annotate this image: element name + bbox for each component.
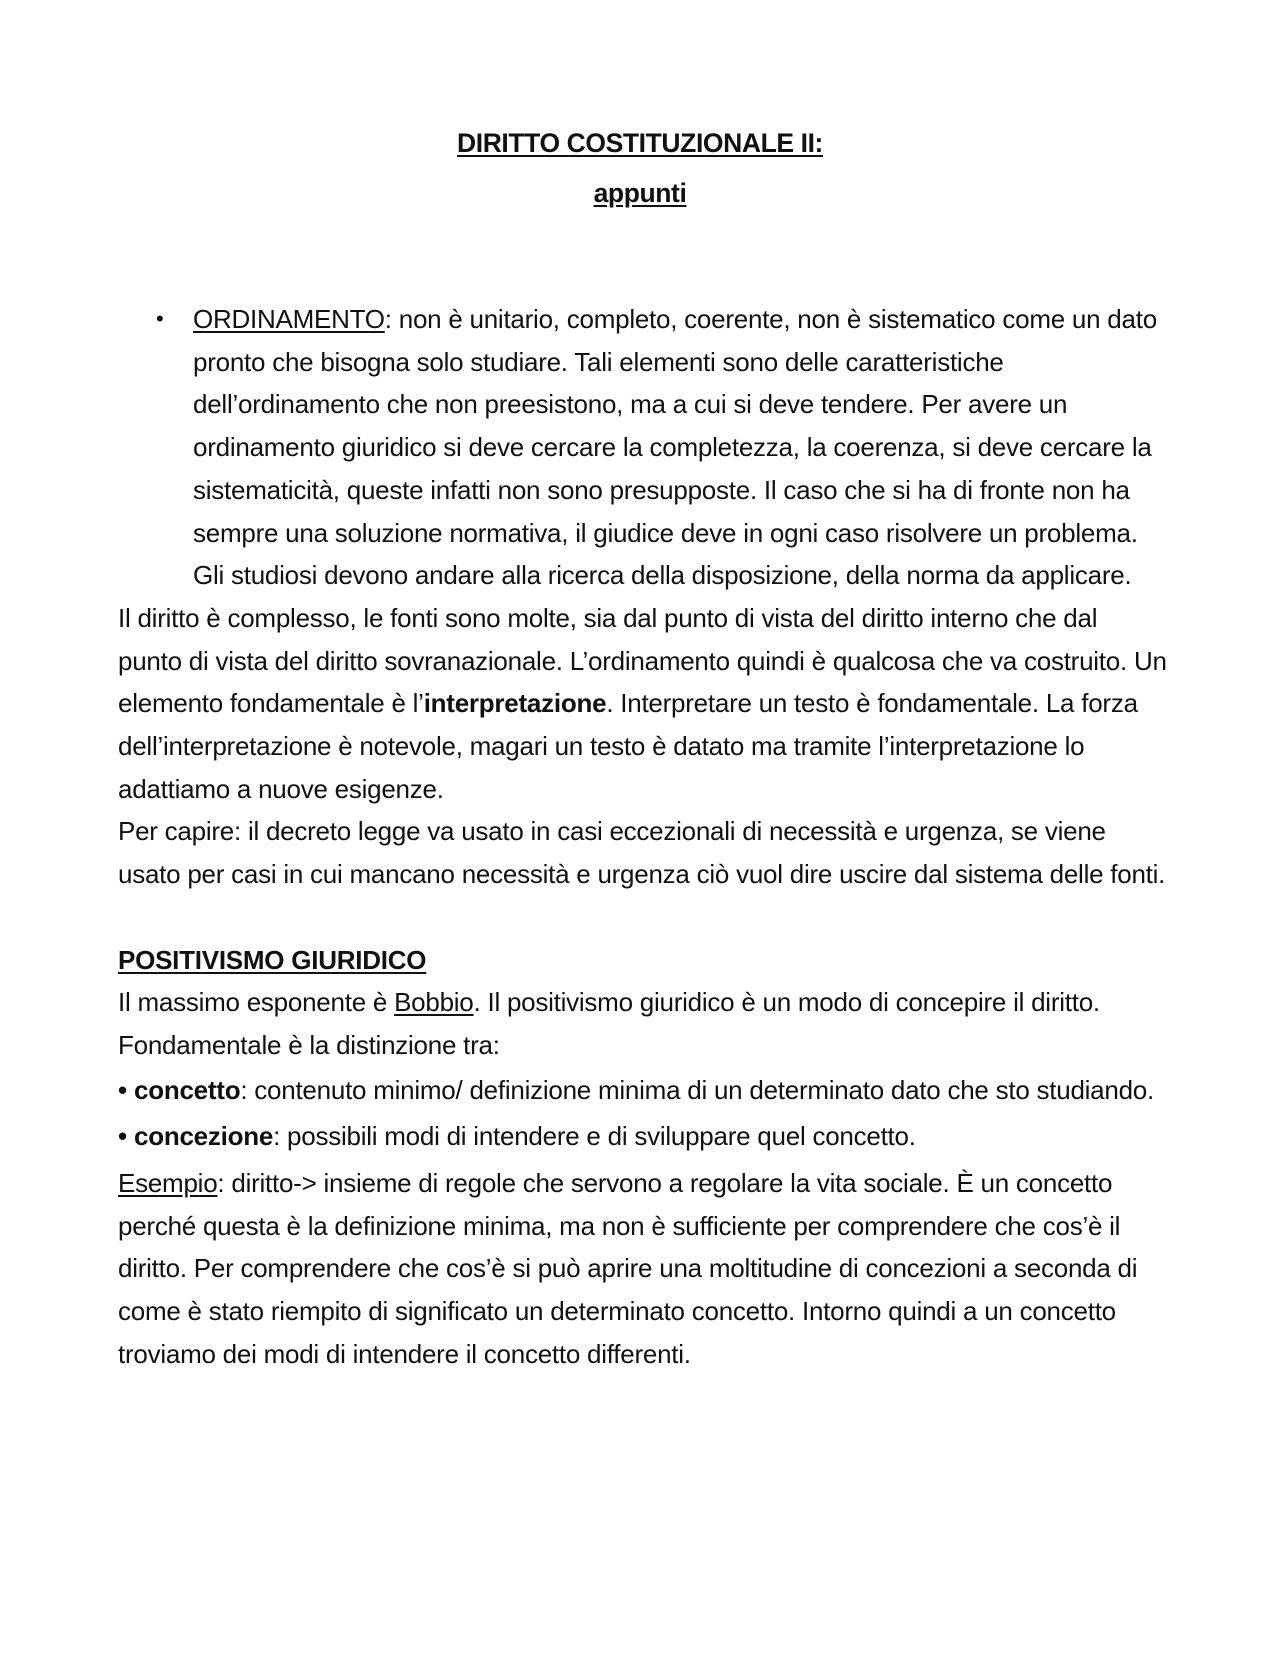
esempio-text: : diritto-> insieme di regole che servono a regolare la vita sociale. È un concetto perché questa è la definizione minima, ma non è sufficiente per comprendere che cos’è il diritto. Per comprendere che cos’è si può aprire una moltitudine di concezioni a seconda di come è stato riempito di significato un determinato concetto. Intorno quindi a un concetto troviamo dei modi di intendere il concetto differenti. [118,1168,1138,1369]
title-line-2: appunti [593,178,687,208]
paragraph-diritto-complesso [118,597,1168,811]
term-interpretazione: interpretazione [423,688,607,719]
term-ordinamento: ORDINAMENTO [193,304,385,334]
concetto-text: : contenuto minimo/ definizione minima di un determinato dato che sto studiando. [240,1074,1154,1105]
list-item-ordinamento [118,298,1168,597]
document-body [118,298,1168,1376]
document-title [0,118,1280,218]
label-esempio: Esempio [118,1168,218,1199]
paragraph-text: . Il positivismo giuridico è un modo di concepire il diritto. Fondamentale è la distinzione tra: [118,987,1100,1060]
paragraph-bobbio [118,981,1168,1066]
paragraph-text: Il diritto è complesso, le fonti sono molte, sia dal punto di vista del diritto interno che dal punto di vista del diritto sovranazionale. L’ordinamento quindi è qualcosa che va costruito. Un elemento fondamentale è l’ [118,602,1167,719]
title-line-1: DIRITTO COSTITUZIONALE II: [457,128,823,158]
list-item-concetto [118,1069,1168,1112]
spacer [118,896,1168,939]
ordinamento-list [118,298,1168,597]
name-bobbio: Bobbio [394,987,474,1018]
section-heading-positivismo: POSITIVISMO GIURIDICO [118,944,427,975]
paragraph-per-capire: Per capire: il decreto legge va usato in casi eccezionali di necessità e urgenza, se viene usato per casi in cui mancano necessità e urgenza ciò vuol dire uscire dal sistema delle fonti. [118,816,1166,890]
bullet-marker: • [156,306,164,331]
paragraph-text: . Interpretare un testo è fondamentale. La forza dell’interpretazione è notevole, magari un testo è datato ma tramite l’interpretazione lo adattiamo a nuove esigenze. [118,688,1138,804]
bullet-marker: • [118,1074,127,1105]
concezione-text: : possibili modi di intendere e di sviluppare quel concetto. [273,1121,916,1152]
paragraph-text: Il massimo esponente è [118,987,395,1018]
term-concetto: concetto [134,1074,241,1105]
list-item-concezione [118,1115,1168,1158]
bullet-marker: • [118,1121,127,1152]
paragraph-esempio [118,1162,1168,1376]
ordinamento-text: : non è unitario, completo, coerente, non è sistematico come un dato pronto che bisogna solo studiare. Tali elementi sono delle caratteristiche dell’ordinamento che non preesistono, ma a cui si deve tendere. Per avere un ordinamento giuridico si deve cercare la completezza, la coerenza, si deve cercare la sistematicità, queste infatti non sono presupposte. Il caso che si ha di fronte non ha sempre una soluzione normativa, il giudice deve in ogni caso risolvere un problema. Gli studiosi devono andare alla ricerca della disposizione, della norma da applicare. [193,304,1157,591]
term-concezione: concezione [134,1121,274,1152]
